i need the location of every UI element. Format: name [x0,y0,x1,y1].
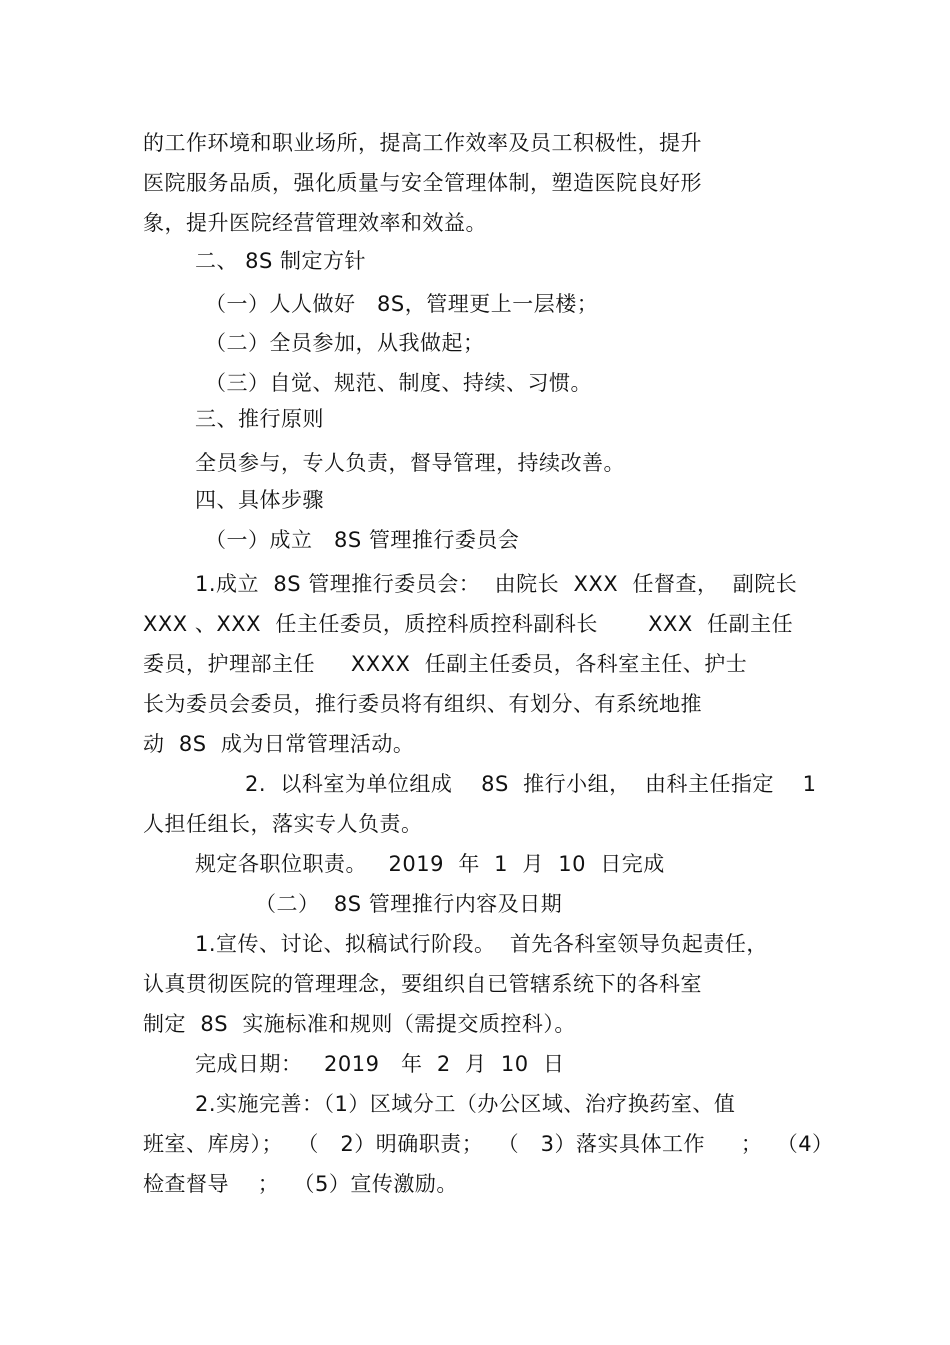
text-line-12: 1.成立 8S 管理推行委员会： 由院长 XXX 任督查， 副院长 [195,572,798,596]
text-line-1: 的工作环境和职业场所，提高工作效率及员工积极性，提升 [143,131,702,155]
text-line-24: 完成日期： 2019 年 2 月 10 日 [195,1052,565,1076]
text-line-18: 人担任组长，落实专人负责。 [143,812,423,836]
section-heading-3: 三、推行原则 [195,407,324,431]
text-line-3: 象，提升医院经营管理效率和效益。 [143,211,487,235]
text-line-26: 班室、库房）； （ 2）明确职责； （ 3）落实具体工作 ； （4） [143,1132,834,1156]
text-line-5: （一）人人做好 8S，管理更上一层楼； [205,292,599,316]
text-line-27: 检查督导 ； （5）宣传激励。 [143,1172,458,1196]
text-line-21: 1.宣传、讨论、拟稿试行阶段。 首先各科室领导负起责任， [195,932,768,956]
text-line-23: 制定 8S 实施标准和规则（需提交质控科）。 [143,1012,576,1036]
text-line-11: （一）成立 8S 管理推行委员会 [205,528,520,552]
text-line-16: 动 8S 成为日常管理活动。 [143,732,415,756]
text-line-7: （三）自觉、规范、制度、持续、习惯。 [205,371,592,395]
text-line-20: （二） 8S 管理推行内容及日期 [255,892,563,916]
text-line-15: 长为委员会委员，推行委员将有组织、有划分、有系统地推 [143,692,702,716]
section-heading-2: 二、 8S 制定方针 [195,249,367,273]
text-line-6: （二）全员参加，从我做起； [205,331,485,355]
text-line-14: 委员，护理部主任 XXXX 任副主任委员，各科室主任、护士 [143,652,748,676]
text-line-2: 医院服务品质，强化质量与安全管理体制，塑造医院良好形 [143,171,702,195]
text-line-22: 认真贯彻医院的管理理念，要组织自已管辖系统下的各科室 [143,972,702,996]
section-heading-4: 四、具体步骤 [195,488,324,512]
text-line-13: XXX 、XXX 任主任委员，质控科质控科副科长 XXX 任副主任 [143,612,794,636]
text-line-25: 2.实施完善：（1）区域分工（办公区域、治疗换药室、值 [195,1092,736,1116]
text-line-17: 2. 以科室为单位组成 8S 推行小组， 由科主任指定 1 [245,772,817,796]
text-line-9: 全员参与，专人负责，督导管理，持续改善。 [195,451,625,475]
text-line-19: 规定各职位职责。 2019 年 1 月 10 日完成 [195,852,665,876]
